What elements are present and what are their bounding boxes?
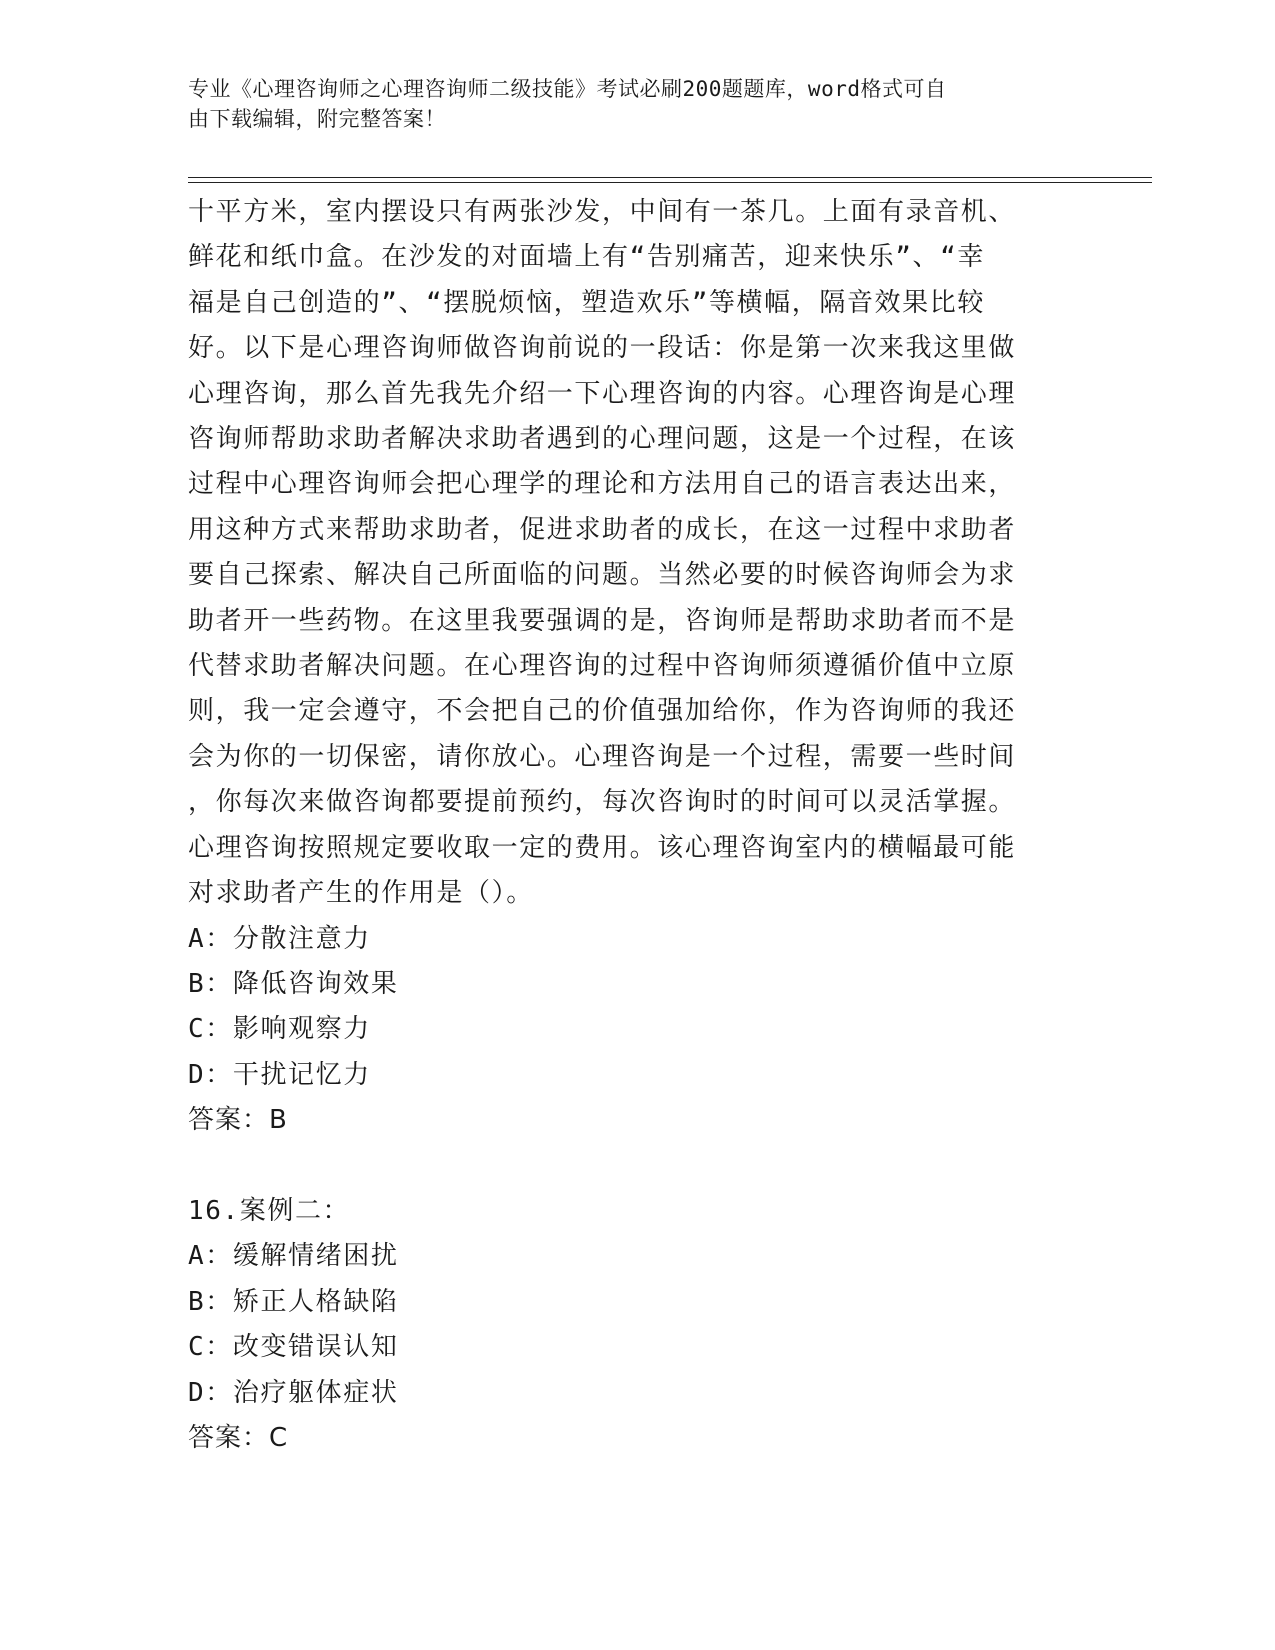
passage-line: 对求助者产生的作用是（）。 — [188, 878, 534, 909]
page-header — [188, 74, 1068, 134]
passage-line: 好。以下是心理咨询师做咨询前说的一段话：你是第一次来我这里做 — [188, 333, 1017, 364]
passage-line: 助者开一些药物。在这里我要强调的是，咨询师是帮助求助者而不是 — [188, 605, 1017, 636]
header-rule-top — [188, 177, 1152, 178]
passage-line: 十平方米，室内摆设只有两张沙发，中间有一茶几。上面有录音机、 — [188, 197, 1017, 227]
question-15-options — [188, 917, 1068, 1099]
passage-line: 心理咨询，那么首先我先介绍一下心理咨询的内容。心理咨询是心理 — [188, 378, 1017, 409]
option-c: C：影响观察力 — [188, 1014, 371, 1045]
question-16 — [188, 1189, 1068, 1461]
passage-line: 咨询师帮助求助者解决求助者遇到的心理问题，这是一个过程，在该 — [188, 424, 1017, 455]
option-b: B：矫正人格缺陷 — [188, 1286, 399, 1317]
option-c: C：改变错误认知 — [188, 1332, 399, 1363]
passage-line: 鲜花和纸巾盒。在沙发的对面墙上有“告别痛苦，迎来快乐”、“幸 — [188, 242, 985, 273]
passage-line: 心理咨询按照规定要收取一定的费用。该心理咨询室内的横幅最可能 — [188, 832, 1017, 863]
passage-line: 代替求助者解决问题。在心理咨询的过程中咨询师须遵循价值中立原 — [188, 651, 1017, 682]
option-d: D：干扰记忆力 — [188, 1059, 371, 1090]
question-15-answer: 答案：B — [188, 1105, 288, 1136]
question-15-passage — [188, 190, 1068, 917]
question-16-answer: 答案：C — [188, 1422, 289, 1453]
passage-line: 则，我一定会遵守，不会把自己的价值强加给你，作为咨询师的我还 — [188, 696, 1017, 727]
passage-line: 用这种方式来帮助求助者，促进求助者的成长，在这一过程中求助者 — [188, 514, 1017, 545]
header-rule-bottom — [188, 182, 1152, 183]
passage-line: 会为你的一切保密，请你放心。心理咨询是一个过程，需要一些时间 — [188, 741, 1017, 772]
option-d: D：治疗躯体症状 — [188, 1377, 399, 1408]
header-line-2: 由下载编辑，附完整答案！ — [188, 107, 446, 131]
option-a: A：分散注意力 — [188, 923, 371, 954]
question-spacer — [188, 1144, 1068, 1189]
document-body — [188, 190, 1068, 1461]
passage-line: 要自己探索、解决自己所面临的问题。当然必要的时候咨询师会为求 — [188, 560, 1017, 591]
passage-line: ，你每次来做咨询都要提前预约，每次咨询时的时间可以灵活掌握。 — [188, 787, 1017, 818]
passage-line: 福是自己创造的”、“摆脱烦恼，塑造欢乐”等横幅，隔音效果比较 — [188, 287, 985, 318]
question-16-stem: 16.案例二： — [188, 1195, 351, 1226]
option-b: B：降低咨询效果 — [188, 968, 399, 999]
option-a: A：缓解情绪困扰 — [188, 1241, 399, 1272]
passage-line: 过程中心理咨询师会把心理学的理论和方法用自己的语言表达出来， — [188, 469, 1017, 500]
header-line-1: 专业《心理咨询师之心理咨询师二级技能》考试必刷200题题库，word格式可自 — [188, 77, 947, 101]
